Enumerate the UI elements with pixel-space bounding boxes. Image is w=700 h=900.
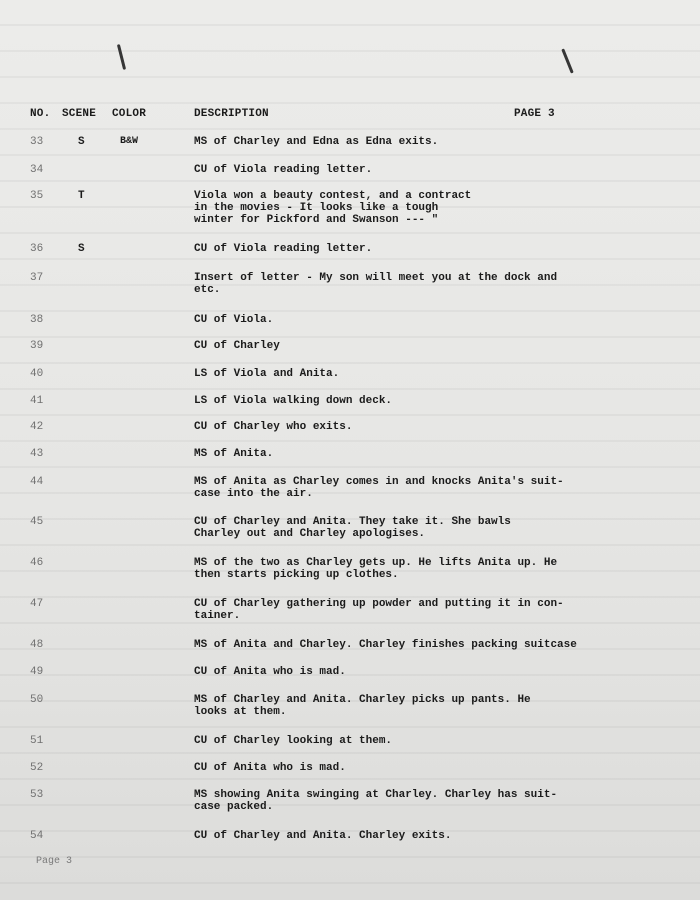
row-description: MS of Anita as Charley comes in and knocks Anita's suit- case into the air. — [194, 476, 564, 500]
row-description: CU of Anita who is mad. — [194, 762, 346, 774]
row-description: CU of Charley and Anita. Charley exits. — [194, 830, 452, 842]
row-number: 54 — [30, 830, 44, 842]
row-scene: T — [78, 190, 85, 202]
row-number: 35 — [30, 190, 44, 202]
row-description: MS of Charley and Edna as Edna exits. — [194, 136, 439, 148]
row-scene: S — [78, 136, 85, 148]
row-number: 49 — [30, 666, 44, 678]
row-description: CU of Charley — [194, 340, 280, 352]
row-number: 43 — [30, 448, 44, 460]
column-header-row — [0, 108, 700, 124]
footer-page-label: Page 3 — [36, 856, 73, 867]
row-number: 46 — [30, 557, 44, 569]
column-header-color: COLOR — [112, 108, 147, 120]
row-description: LS of Viola walking down deck. — [194, 395, 393, 407]
row-description: CU of Viola. — [194, 314, 274, 326]
row-description: MS of the two as Charley gets up. He lifts Anita up. He then starts picking up clothes. — [194, 557, 558, 581]
row-number: 50 — [30, 694, 44, 706]
row-color: B&W — [120, 136, 139, 147]
row-number: 40 — [30, 368, 44, 380]
row-description: MS showing Anita swinging at Charley. Charley has suit- case packed. — [194, 789, 558, 813]
row-description: MS of Charley and Anita. Charley picks up pants. He looks at them. — [194, 694, 531, 718]
row-description: CU of Charley gathering up powder and putting it in con- tainer. — [194, 598, 564, 622]
staple-mark-right — [561, 48, 574, 73]
row-description: CU of Viola reading letter. — [194, 243, 373, 255]
row-description: CU of Charley and Anita. They take it. She bawls Charley out and Charley apologises. — [194, 516, 511, 540]
row-description: MS of Anita and Charley. Charley finishes packing suitcase — [194, 639, 577, 651]
row-description: CU of Viola reading letter. — [194, 164, 373, 176]
row-number: 39 — [30, 340, 44, 352]
column-header-description: DESCRIPTION — [194, 108, 269, 120]
row-number: 52 — [30, 762, 44, 774]
column-header-no: NO. — [30, 108, 51, 120]
page-number-header: PAGE 3 — [514, 108, 555, 120]
row-number: 51 — [30, 735, 44, 747]
row-scene: S — [78, 243, 85, 255]
row-description: CU of Charley who exits. — [194, 421, 353, 433]
row-number: 37 — [30, 272, 44, 284]
row-number: 53 — [30, 789, 44, 801]
row-number: 36 — [30, 243, 44, 255]
row-number: 33 — [30, 136, 44, 148]
row-description: MS of Anita. — [194, 448, 274, 460]
row-number: 48 — [30, 639, 44, 651]
row-description: Viola won a beauty contest, and a contract in the movies - It looks like a tough winter for Pickford and Swanson --- " — [194, 190, 472, 226]
row-description: CU of Anita who is mad. — [194, 666, 346, 678]
row-number: 42 — [30, 421, 44, 433]
row-number: 34 — [30, 164, 44, 176]
row-number: 47 — [30, 598, 44, 610]
row-number: 44 — [30, 476, 44, 488]
column-header-scene: SCENE — [62, 108, 97, 120]
row-description: Insert of letter - My son will meet you at the dock and etc. — [194, 272, 558, 296]
staple-mark-left — [117, 44, 126, 70]
row-number: 38 — [30, 314, 44, 326]
row-description: CU of Charley looking at them. — [194, 735, 393, 747]
row-number: 41 — [30, 395, 44, 407]
row-description: LS of Viola and Anita. — [194, 368, 340, 380]
row-number: 45 — [30, 516, 44, 528]
